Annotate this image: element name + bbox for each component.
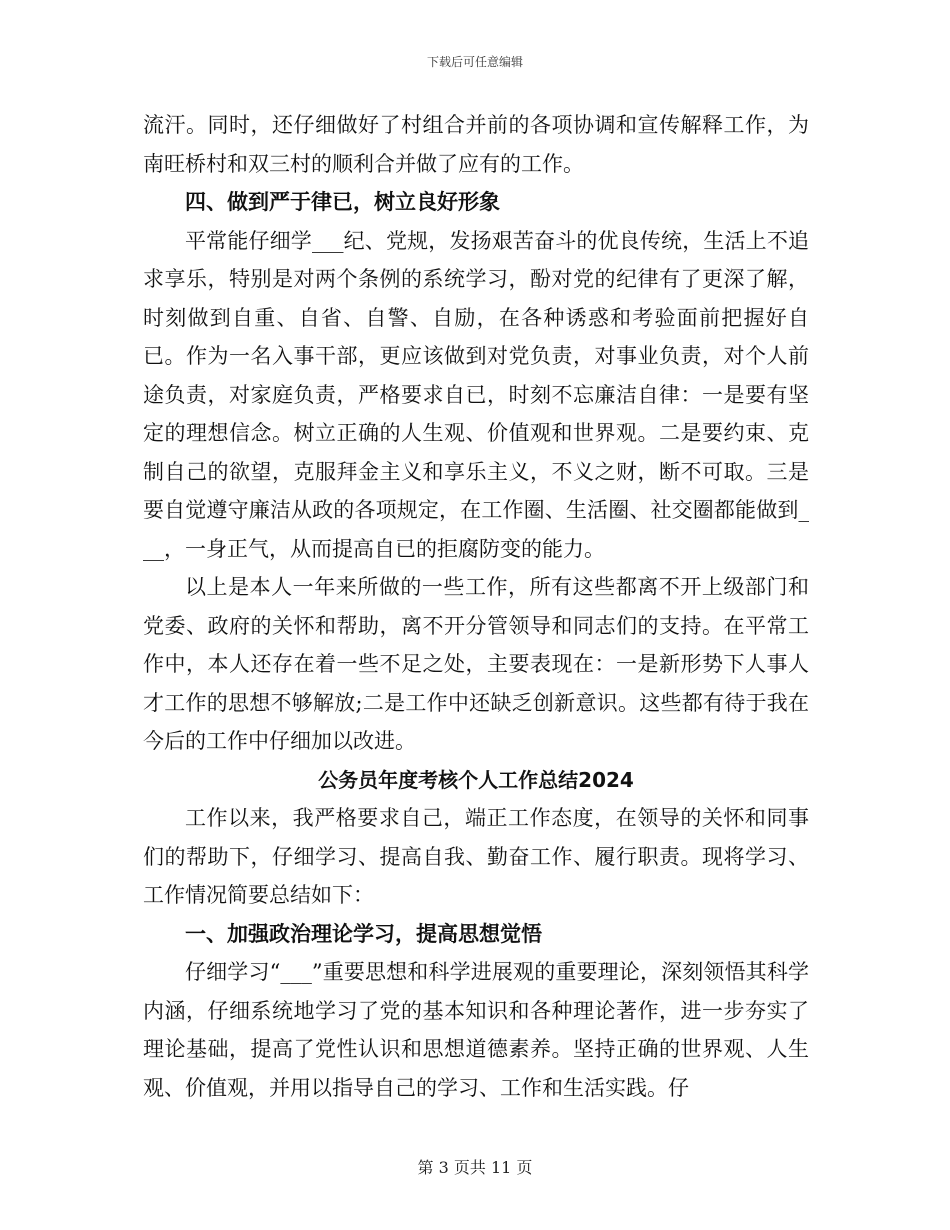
section-heading-1: 一、加强政治理论学习，提高思想觉悟 — [185, 921, 542, 946]
page-number: 第 3 页共 11 页 — [417, 1158, 533, 1177]
section-heading-4: 四、做到严于律已，树立良好形象 — [185, 190, 500, 214]
paragraph-continued: 流汗。同时，还仔细做好了村组合并前的各项协调和宣传解释工作，为南旺桥村和双三村的顺利合并做了应有的工作。 — [143, 113, 809, 176]
document-body — [143, 106, 809, 1107]
paragraph-summary: 以上是本人一年来所做的一些工作，所有这些都离不开上级部门和党委、政府的关怀和帮助，离不开分管领导和同志们的支持。在平常工作中，本人还存在着一些不足之处，主要表现在：一是新形势下人事人才工作的思想不够解放;二是工作中还缺乏创新意识。这些都有待于我在今后的工作中仔细加以改进。 — [143, 575, 809, 753]
paragraph-intro: 工作以来，我严格要求自己，端正工作态度，在领导的关怀和同事们的帮助下，仔细学习、提高自我、勤奋工作、履行职责。现将学习、工作情况简要总结如下： — [143, 806, 809, 907]
paragraph-discipline: 平常能仔细学___纪、党规，发扬艰苦奋斗的优良传统，生活上不追求享乐，特别是对两个条例的系统学习，酚对党的纪律有了更深了解，时刻做到自重、自省、自警、自励，在各种诱惑和考验面前把握好自已。作为一名入事干部，更应该做到对党负责，对事业负责，对个人前途负责，对家庭负责，严格要求自已，时刻不忘廉洁自律：一是要有坚定的理想信念。树立正确的人生观、价值观和世界观。二是要约束、克制自己的欲望，克服拜金主义和享乐主义，不义之财，断不可取。三是要自觉遵守廉洁从政的各项规定，在工作圈、生活圈、社交圈都能做到___，一身正气，从而提高自已的拒腐防变的能力。 — [143, 228, 809, 561]
document-title: 公务员年度考核个人工作总结2024 — [318, 767, 634, 792]
paragraph-theory: 仔细学习“___”重要思想和科学进展观的重要理论，深刻领悟其科学内涵，仔细系统地学习了党的基本知识和各种理论著作，进一步夯实了理论基础，提高了党性认识和思想道德素养。坚持正确的世界观、人生观、价值观，并用以指导自己的学习、工作和生活实践。仔 — [143, 960, 809, 1100]
page-header-note: 下载后可任意编辑 — [426, 55, 523, 69]
